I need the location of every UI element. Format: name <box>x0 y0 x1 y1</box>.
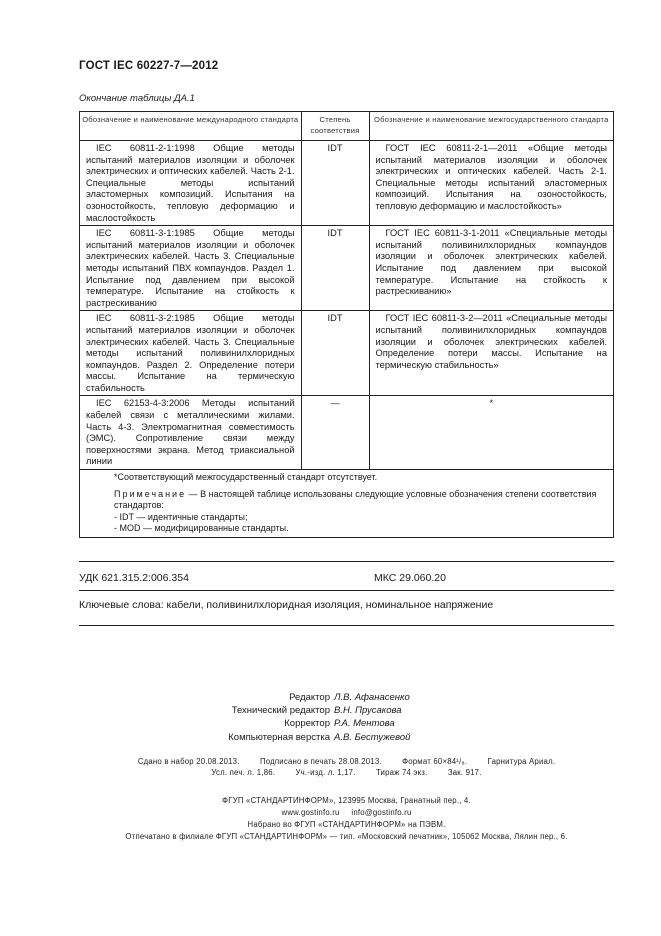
staff-role: Технический редактор <box>231 705 330 717</box>
cell-degree: IDT <box>301 311 369 396</box>
column-header-interstate: Обозначение и наименование межгосударственного стандарта <box>369 112 614 141</box>
note-item: - MOD — модифицированные стандарты. <box>114 522 289 533</box>
cell-degree: IDT <box>301 141 369 226</box>
note-text: — В настоящей таблице использованы следующие условные обозначения степени соответствия стандартов: <box>114 489 597 511</box>
table-header-row <box>80 112 614 141</box>
staff-roles <box>120 691 330 744</box>
cell-international: IEC 60811-3-1:1985 Общие методы испытаний материалов изоляции и оболочек электрических кабелей. Часть 3. Специальные методы испытаний ПВХ компаундов. Раздел 1. Испытание под давлением при высокой температуре. Испытание на стойкость к растрескиванию <box>80 226 302 311</box>
table-caption: Окончание таблицы ДА.1 <box>79 93 195 104</box>
cell-interstate: ГОСТ IEC 60811-3-2—2011 «Специальные методы испытаний поливинилхлоридных компаундов изоляции и оболочек электрических кабелей. Определение потери массы. Испытание на термическую стабильность» <box>369 311 614 396</box>
footnote: *Соответствующий межгосударственный стандарт отсутствует. <box>114 472 378 483</box>
staff-name: Р.А. Ментова <box>334 718 395 730</box>
publisher-info <box>79 795 614 843</box>
imprint-print-sheets: Усл. печ. л. 1,86. <box>211 768 276 777</box>
column-header-degree: Степень соответствия <box>301 112 369 141</box>
staff-name: Л.В. Афанасенко <box>334 692 410 703</box>
cell-international: IEC 62153-4-3:2006 Методы испытаний кабелей связи с металлическими жилами. Часть 4-3. Электромагнитная совместимость (ЭМС). Сопротивление связи между поверхностями экрана. Метод триаксиальной линии <box>80 396 302 470</box>
table-footer-row <box>80 470 614 538</box>
table-row <box>80 311 614 396</box>
table-row <box>80 396 614 470</box>
imprint-circulation: Тираж 74 экз. <box>375 768 428 777</box>
imprint <box>79 756 614 778</box>
imprint-format: Формат 60×84¹/₈. <box>402 757 468 766</box>
cell-international: IEC 60811-3-2:1985 Общие методы испытаний материалов изоляции и оболочек электрических кабелей. Часть 3. Специальные методы испытаний поливинилхлоридных компаундов. Раздел 2. Определение потери массы. Испытание на термическую стабильность <box>80 311 302 396</box>
staff-role: Корректор <box>284 718 330 730</box>
divider-top <box>79 561 614 562</box>
cell-interstate: ГОСТ IEC 60811-2-1—2011 «Общие методы испытаний материалов изоляции и оболочек электрических и оптических кабелей. Часть 2-1. Специальные методы испытаний эластомерных композиций. Испытания на озоностойкость, тепловую деформацию и маслостойкость» <box>369 141 614 226</box>
staff-name: А.В. Бестужевой <box>334 731 411 743</box>
note-item: - IDT — идентичные стандарты; <box>114 511 248 522</box>
cell-degree: — <box>301 396 369 470</box>
table-notes <box>80 470 614 538</box>
imprint-publ-sheets: Уч.-изд. л. 1,17. <box>295 768 356 777</box>
staff-name: В.Н. Прусакова <box>334 705 402 717</box>
staff-names <box>330 691 510 744</box>
cell-interstate: * <box>369 396 614 470</box>
publisher-printed: Отпечатано в филиале ФГУП «СТАНДАРТИНФОРМ» — тип. «Московский печатник», 105062 Москва, Лялин пер., 6. <box>125 832 568 841</box>
column-header-international: Обозначение и наименование международного стандарта <box>80 112 302 141</box>
divider-middle <box>79 590 614 591</box>
staff-role: Компьютерная верстка <box>228 731 330 743</box>
publisher-typeset: Набрано во ФГУП «СТАНДАРТИНФОРМ» на ПЭВМ. <box>247 820 446 829</box>
imprint-order: Зак. 917. <box>447 768 482 777</box>
divider-bottom <box>79 625 614 626</box>
standards-table <box>79 111 614 538</box>
cell-interstate: ГОСТ IEC 60811-3-1-2011 «Специальные методы испытаний поливинилхлоридных компаундов изоляции и оболочек электрических кабелей. Испытание под давлением при высокой температуре. Испытание на стойкость к растрескиванию» <box>369 226 614 311</box>
cell-degree: IDT <box>301 226 369 311</box>
keywords: Ключевые слова: кабели, поливинилхлоридная изоляция, номинальное напряжение <box>79 599 494 611</box>
publisher-web: www.gostinfo.ru info@gostinfo.ru <box>281 808 412 817</box>
udc-code: УДК 621.315.2:006.354 <box>79 572 189 584</box>
mks-code: МКС 29.060.20 <box>374 572 446 584</box>
imprint-signed: Подписано в печать 28.08.2013. <box>259 757 382 766</box>
note-head: Примечание <box>114 489 187 500</box>
publisher-address: ФГУП «СТАНДАРТИНФОРМ», 123995 Москва, Гранатный пер., 4. <box>222 796 471 805</box>
cell-international: IEC 60811-2-1:1998 Общие методы испытаний материалов изоляции и оболочек электрических и оптических кабелей. Часть 2-1. Специальные методы испытаний эластомерных композиций. Испытания на озоностойкость, тепловую деформацию и маслостойкость <box>80 141 302 226</box>
note <box>114 489 609 511</box>
imprint-typeface: Гарнитура Ариал. <box>487 757 556 766</box>
document-header: ГОСТ IEC 60227-7—2012 <box>79 60 219 72</box>
staff-role: Редактор <box>289 692 330 703</box>
table-row <box>80 141 614 226</box>
imprint-submitted: Сдано в набор 20.08.2013. <box>137 757 240 766</box>
table-row <box>80 226 614 311</box>
